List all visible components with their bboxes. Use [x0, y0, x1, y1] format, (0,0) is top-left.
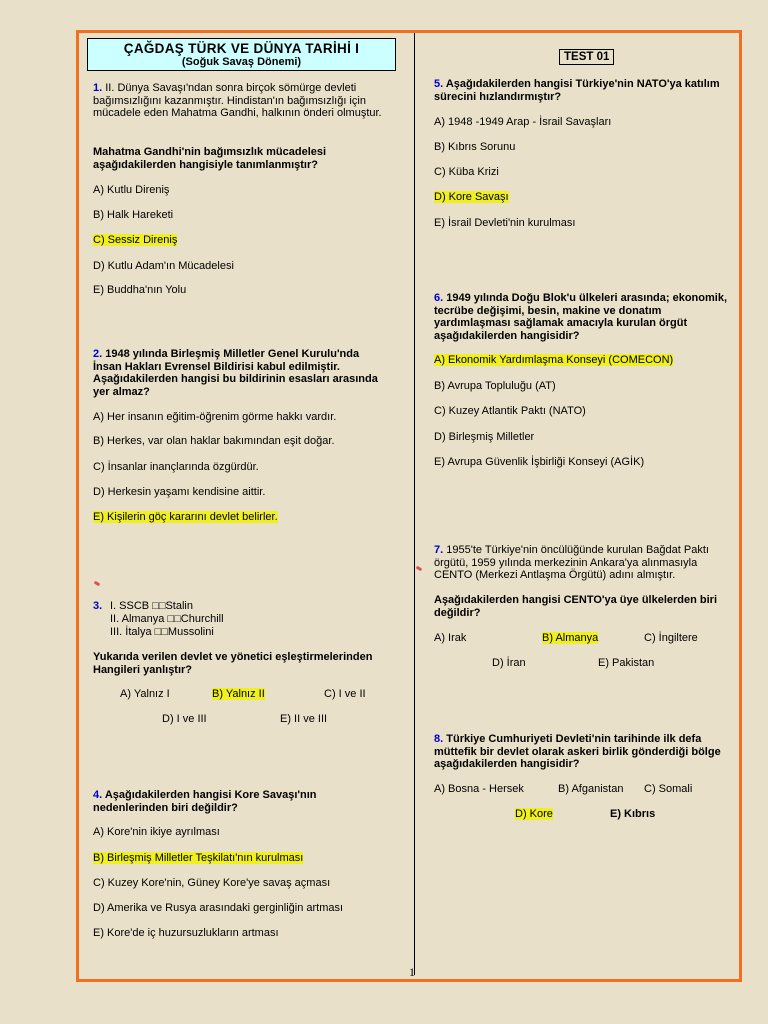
- question-body: Aşağıdakilerden hangisi Türkiye'nin NATO'ya katılım sürecini hızlandırmıştır?: [434, 78, 720, 103]
- question-6-text: [434, 292, 729, 342]
- option-b[interactable]: B) Halk Hareketi: [93, 209, 174, 221]
- option-d[interactable]: D) Kutlu Adam'ın Mücadelesi: [93, 260, 234, 272]
- option-d[interactable]: D) İran: [492, 657, 526, 669]
- question-body: 1955'te Türkiye'nin öncülüğünde kurulan Bağdat Paktı örgütü, 1959 yılında merkezinin Ankara'ya alınmasıyla CENTO (Merkezi Antlaşma Örgütü) adını almıştır.: [434, 544, 709, 581]
- question-body: 1948 yılında Birleşmiş Milletler Genel Kurulu'nda İnsan Hakları Evrensel Bildirisi kabul edilmiştir. Aşağıdakilerden hangisi bu bildirinin esasları arasında yer almaz?: [93, 348, 378, 398]
- question-3-line-3: III. İtalya □□Mussolini: [110, 626, 214, 638]
- option-c[interactable]: C) Kuzey Kore'nin, Güney Kore'ye savaş açması: [93, 877, 331, 889]
- option-a[interactable]: A) Kore'nin ikiye ayrılması: [93, 826, 220, 838]
- question-5-text: [434, 78, 724, 103]
- option-e[interactable]: E) Buddha'nın Yolu: [93, 284, 187, 296]
- option-a[interactable]: A) Her insanın eğitim-öğrenim görme hakkı vardır.: [93, 411, 337, 423]
- question-body: 1949 yılında Doğu Blok'u ülkeleri arasında; ekonomik, tecrübe değişimi, besin, makine ve donatım yardımlaşması sağlamak amacıyla kurulan örgüt aşağıdakilerden hangisidir?: [434, 292, 728, 342]
- question-3-stem: Yukarıda verilen devlet ve yönetici eşleştirmelerinden Hangileri yanlıştır?: [93, 651, 373, 676]
- option-d-answer[interactable]: D) Kore Savaşı: [434, 191, 509, 203]
- option-c[interactable]: C) Kuzey Atlantik Paktı (NATO): [434, 405, 586, 417]
- question-number: 6.: [434, 292, 444, 304]
- option-c-answer[interactable]: C) Sessiz Direniş: [93, 234, 178, 246]
- question-body: Türkiye Cumhuriyeti Devleti'nin tarihinde ilk defa müttefik bir devlet olarak askeri birlik gönderdiği bölge aşağıdakilerden hangisidir?: [434, 733, 721, 770]
- option-e[interactable]: E) Pakistan: [598, 657, 655, 669]
- test-label: TEST 01: [559, 49, 614, 65]
- option-e[interactable]: E) Kıbrıs: [610, 808, 656, 820]
- question-number: 7.: [434, 544, 444, 556]
- option-b-answer[interactable]: B) Yalnız II: [212, 688, 265, 700]
- column-divider: [414, 33, 415, 975]
- option-d[interactable]: D) Herkesin yaşamı kendisine aittir.: [93, 486, 266, 498]
- option-e[interactable]: E) II ve III: [280, 713, 328, 725]
- option-b[interactable]: B) Herkes, var olan haklar bakımından eşit doğar.: [93, 435, 335, 447]
- option-a[interactable]: A) Kutlu Direniş: [93, 184, 170, 196]
- option-a[interactable]: A) 1948 -1949 Arap - İsrail Savaşları: [434, 116, 612, 128]
- question-number: 5.: [434, 78, 444, 90]
- pen-mark: [94, 581, 101, 587]
- question-8-text: [434, 733, 724, 771]
- option-c[interactable]: C) Küba Krizi: [434, 166, 499, 178]
- option-b-answer[interactable]: B) Birleşmiş Milletler Teşkilatı'nın kurulması: [93, 852, 304, 864]
- option-d[interactable]: D) I ve III: [162, 713, 207, 725]
- question-number: 2.: [93, 348, 103, 360]
- question-7-stem: Aşağıdakilerden hangisi CENTO'ya üye ülkelerden biri değildir?: [434, 594, 718, 619]
- option-c[interactable]: C) İngiltere: [644, 632, 698, 644]
- option-a[interactable]: A) Yalnız I: [120, 688, 170, 700]
- exam-page: [76, 30, 742, 982]
- option-e-answer[interactable]: E) Kişilerin göç kararını devlet belirler.: [93, 511, 278, 523]
- question-3-line-1: I. SSCB □□Stalin: [110, 600, 193, 612]
- option-e[interactable]: E) İsrail Devleti'nin kurulması: [434, 217, 576, 229]
- page-subtitle: (Soğuk Savaş Dönemi): [181, 56, 302, 68]
- option-a[interactable]: A) Irak: [434, 632, 467, 644]
- title-box: [87, 38, 396, 71]
- option-c[interactable]: C) Somali: [644, 783, 693, 795]
- option-b[interactable]: B) Kıbrıs Sorunu: [434, 141, 516, 153]
- question-body: Aşağıdakilerden hangisi Kore Savaşı'nın nedenlerinden biri değildir?: [93, 789, 317, 814]
- question-number: 3.: [93, 600, 103, 612]
- option-e[interactable]: E) Kore'de iç huzursuzlukların artması: [93, 927, 279, 939]
- pen-mark: [416, 566, 423, 572]
- page-title: ÇAĞDAŞ TÜRK VE DÜNYA TARİHİ I: [123, 41, 360, 56]
- option-b[interactable]: B) Avrupa Topluluğu (AT): [434, 380, 556, 392]
- option-a[interactable]: A) Bosna - Hersek: [434, 783, 524, 795]
- question-3-line-2: II. Almanya □□Churchill: [110, 613, 224, 625]
- page-number: 1: [409, 965, 415, 979]
- question-2-text: [93, 348, 383, 398]
- option-b[interactable]: B) Afganistan: [558, 783, 624, 795]
- option-e[interactable]: E) Avrupa Güvenlik İşbirliği Konseyi (AGİK): [434, 456, 645, 468]
- option-d-answer[interactable]: D) Kore: [515, 808, 553, 820]
- question-number: 4.: [93, 789, 103, 801]
- question-1-text: [93, 82, 411, 120]
- question-number: 8.: [434, 733, 444, 745]
- question-4-text: [93, 789, 353, 814]
- question-1-stem: Mahatma Gandhi'nin bağımsızlık mücadelesi aşağıdakilerden hangisiyle tanımlanmıştır?: [93, 146, 327, 171]
- question-number: 1.: [93, 82, 103, 94]
- option-d[interactable]: D) Birleşmiş Milletler: [434, 431, 535, 443]
- option-d[interactable]: D) Amerika ve Rusya arasındaki gerginliğin artması: [93, 902, 344, 914]
- option-a-answer[interactable]: A) Ekonomik Yardımlaşma Konseyi (COMECON): [434, 354, 674, 366]
- option-c[interactable]: C) I ve II: [324, 688, 366, 700]
- question-7-text: [434, 544, 732, 582]
- option-c[interactable]: C) İnsanlar inançlarında özgürdür.: [93, 461, 259, 473]
- question-body: II. Dünya Savaşı'ndan sonra birçok sömürge devleti bağımsızlığını kazanmıştır. Hindistan'ın bağımsızlığı için mücadele eden Mahatma Gandhi, halkının önderi olmuştur.: [93, 82, 382, 119]
- option-b-answer[interactable]: B) Almanya: [542, 632, 599, 644]
